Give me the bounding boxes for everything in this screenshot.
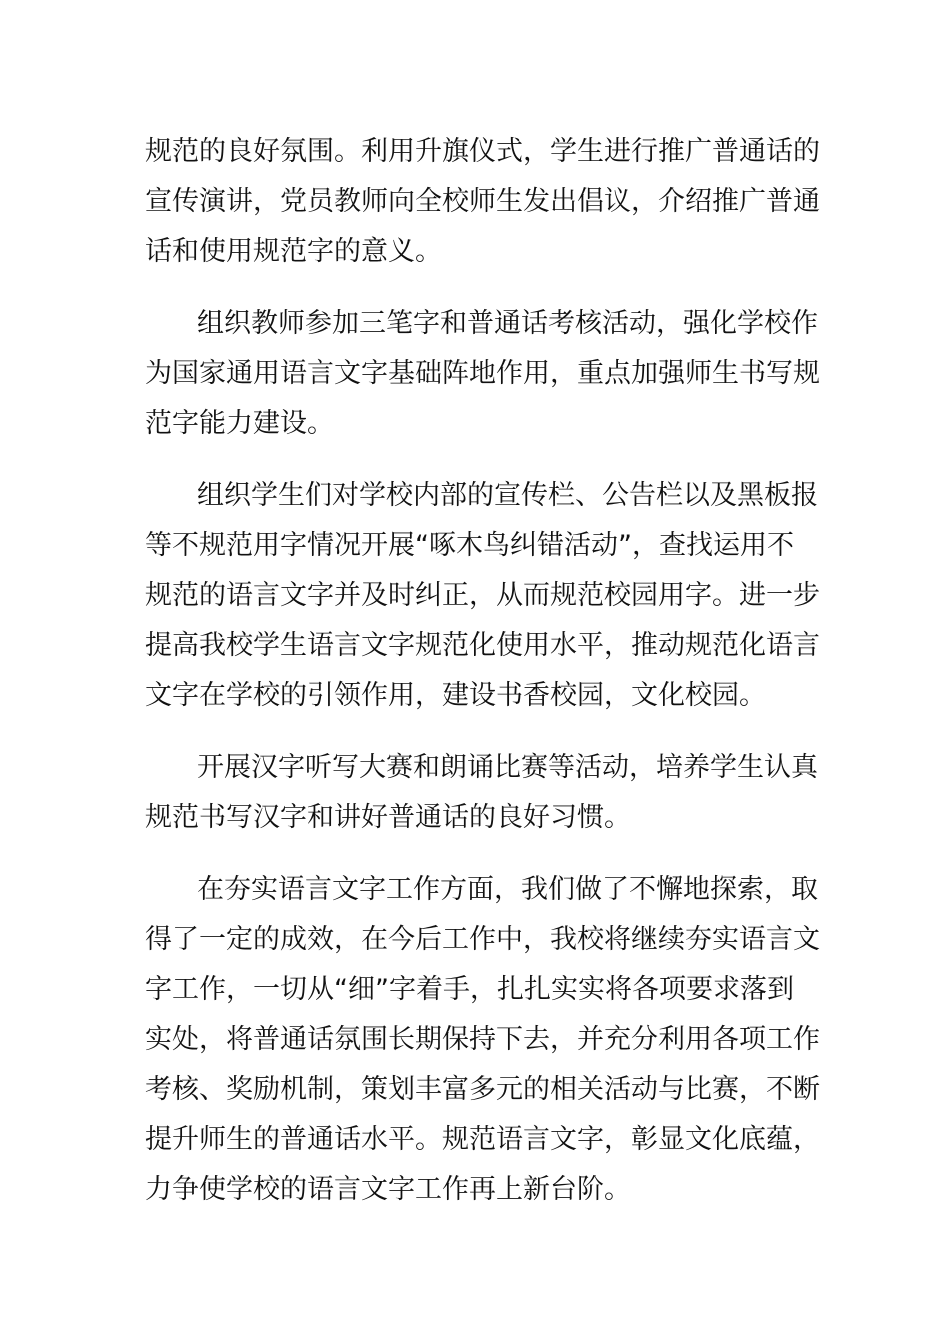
text-line: 组织教师参加三笔字和普通话考核活动，强化学校作 — [197, 308, 818, 339]
paragraph-3 — [145, 471, 820, 721]
text-line: 考核、奖励机制，策划丰富多元的相关活动与比赛，不断 — [145, 1074, 820, 1105]
text-line: 文字在学校的引领作用，建设书香校园，文化校园。 — [145, 680, 766, 711]
body-text — [145, 127, 820, 1237]
text-line: 规范书写汉字和讲好普通话的良好习惯。 — [145, 802, 631, 833]
text-line: 宣传演讲，党员教师向全校师生发出倡议，介绍推广普通 — [145, 186, 820, 217]
text-line: 提高我校学生语言文字规范化使用水平，推动规范化语言 — [145, 630, 820, 661]
text-line: 力争使学校的语言文字工作再上新台阶。 — [145, 1174, 631, 1205]
text-line: 范字能力建设。 — [145, 408, 334, 439]
text-line: 组织学生们对学校内部的宣传栏、公告栏以及黑板报 — [197, 480, 818, 511]
text-line: 得了一定的成效，在今后工作中，我校将继续夯实语言文 — [145, 924, 820, 955]
text-line: 规范的语言文字并及时纠正，从而规范校园用字。进一步 — [145, 580, 820, 611]
text-line: 开展汉字听写大赛和朗诵比赛等活动，培养学生认真 — [197, 752, 818, 783]
paragraph-1 — [145, 127, 820, 277]
text-line: 等不规范用字情况开展“啄木鸟纠错活动”，查找运用不 — [145, 530, 794, 561]
paragraph-2 — [145, 299, 820, 449]
paragraph-4 — [145, 743, 818, 843]
text-line: 为国家通用语言文字基础阵地作用，重点加强师生书写规 — [145, 358, 820, 389]
text-line: 话和使用规范字的意义。 — [145, 236, 442, 267]
paragraph-5 — [145, 865, 820, 1215]
text-line: 实处，将普通话氛围长期保持下去，并充分利用各项工作 — [145, 1024, 820, 1055]
text-line: 字工作，一切从“细”字着手，扎扎实实将各项要求落到 — [145, 974, 794, 1005]
text-line: 在夯实语言文字工作方面，我们做了不懈地探索，取 — [197, 874, 818, 905]
text-line: 规范的良好氛围。利用升旗仪式，学生进行推广普通话的 — [145, 136, 820, 167]
text-line: 提升师生的普通话水平。规范语言文字，彰显文化底蕴， — [145, 1124, 820, 1155]
